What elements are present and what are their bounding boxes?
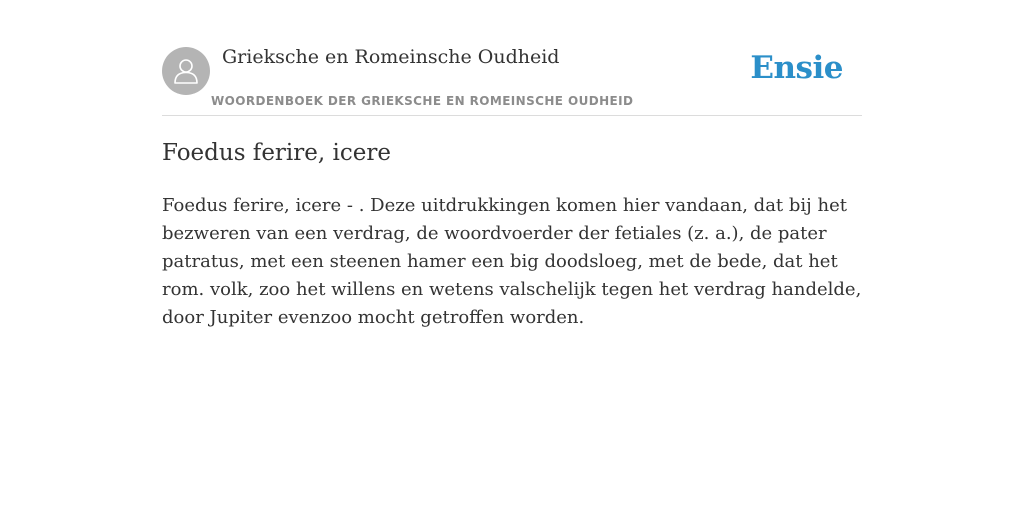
entry-title: Foedus ferire, icere bbox=[162, 140, 391, 166]
user-icon bbox=[171, 56, 201, 86]
ensie-logo-link[interactable]: Ensie bbox=[750, 50, 843, 86]
avatar[interactable] bbox=[162, 47, 210, 95]
source-header bbox=[162, 0, 862, 116]
page-container bbox=[162, 0, 862, 328]
entry-body: Foedus ferire, icere - . Deze uitdrukkingen komen hier vandaan, dat bij het bezweren van een verdrag, de woordvoerder der fetiales (z. a.), de pater patratus, met een steenen hamer een big doodsloeg, met de bede, dat het rom. volk, zoo het willens en wetens valschelijk tegen het verdrag handelde, door Jupiter evenzoo mocht getroffen worden. bbox=[162, 195, 862, 328]
source-title[interactable]: Grieksche en Romeinsche Oudheid bbox=[222, 46, 560, 68]
source-subtitle: WOORDENBOEK DER GRIEKSCHE EN ROMEINSCHE OUDHEID bbox=[211, 94, 634, 108]
